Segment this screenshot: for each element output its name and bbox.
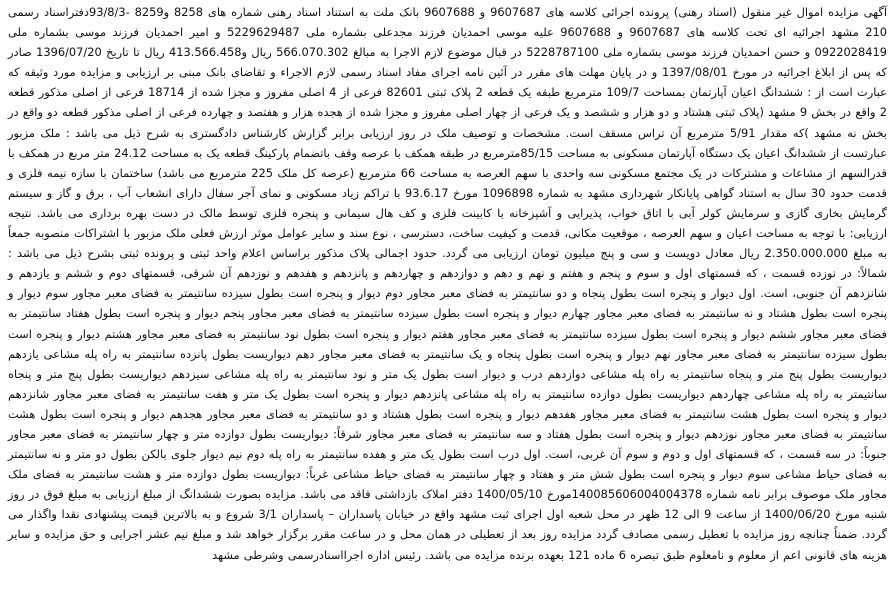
auction-notice-text: آگهی مزایده اموال غیر منقول (اسناد رهنی) پرونده اجرائی کلاسه های 9607687 و 9607688 بانک ملت به استناد اسناد رهنی شماره های 8258 و8259 -93/8/3دفتراسناد رسمی 210 مشهد اجرائیه ای تحت کلاسه های 9607687 و 9607688 علیه موسی احمدیان فرزند مجدعلی بشماره ملی 5229629487 و امیر احمدیان فرزند موسی بشماره ملی 0922028419 و حسن احمدیان فرزند موسی بشماره ملی 5228787100 در قبال موضوع لازم الاجرا به مبالغ 566.070.302 ریال و413.566.458 ریال تا تاریخ 1396/07/20 صادر که پس از ابلاغ اجرائیه در مورخ 1397/08/01 و در پایان مهلت های مقرر در آئین نامه اجرای مفاد اسناد رسمی لازم الاجراء و تقاضای بانک مبنی بر ارزیابی و مزایده مورد وثیقه که عبارت است از : ششدانگ اعیان آپارتمان بمساحت 109/7 مترمربع طبقه یک قطعه 2 پلاک ثبتی 82601 فرعی از 4 اصلی مفروز و مجزا شده از 18714 فرعی از اصلی مذکور قطعه 2 واقع در بخش 9 مشهد (پلاک ثبتی هشتاد و دو هزار و ششصد و یک فرعی از چهار اصلی مفروز و مجزا شده از هجده هزار و هفتصد و چهارده فرعی از اصلی مذکور قطعه دو واقع در بخش نه مشهد )که مقدار 5/91 مترمربع آن تراس مسقف است. مشخصات و توصیف ملک در روز ارزیابی برابر گزارش کارشناس دادگستری به شرح ذیل می باشد : ملک مزبور عبارتست از ششدانگ اعیان یک دستگاه آپارتمان مسکونی به مساحت 85/15مترمربع در طبقه همکف با عرصه وقف باتضمام پارکینگ قطعه یک به مساحت 24.12 متر مربع در همکف با قدرالسهم از مشاعات و مشترکات در یک مجتمع مسکونی سه واحدی با سهم العرصه به مساحت 66 مترمربع (عرصه کل ملک 225 مترمربع می باشد) ساختمان با سازه نیمه فلزی و قدمت حدود 30 سال به استناد گواهی پایانکار شهرداری مشهد به شماره 1096898 مورخ 93.6.17 با تراکم زیاد مسکونی و نمای آجر سفال دارای انشعاب آب ، برق و گاز و سیستم گرمایش بخاری گازی و سرمایش کولر آبی با اتاق خواب، پذیرایی و آشپزخانه با کابینت فلزی و کف هال سیمانی و پنجره فلزی توسط مالک در دست بهره برداری می باشد. نتیجه ارزیابی: با توجه به مساحت اعیان و سهم العرصه ، موقعیت مکانی، قدمت و کیفیت ساخت، دسترسی ، نوع سند و سایر عوامل موثر ارزش فعلی ملک مزبور با اشتراکات منصوبه جمعاً به مبلغ 2.350.000.000 ریال معادل دویست و سی و پنج میلیون تومان ارزیابی می گردد. حدود اجمالی پلاک مذکور براساس اعلام واحد ثبتی و پرونده ثبتی بشرح ذیل می باشد : شمالاً: در نوزده قسمت ، که قسمتهای اول و سوم و پنجم و هفتم و نهم و دهم و دوازدهم و چهاردهم و پانزدهم و هفدهم و نوزدهم آن شرقی، قسمتهای دوم و ششم و یازدهم و شانزدهم آن جنوبی، است. اول دیوار و پنجره است بطول پنجاه و دو سانتیمتر به فضای معبر مجاور دوم دیوار و پنجره است بطول سیزده سانتیمتر به فضای معبر مجاور سوم دیوار و پنجره است بطول هشتاد و نه سانتیمتر به فضای معبر مجاور چهارم دیوار و پنجره است بطول سیزده سانتیمتر به فضای معبر مجاور پنجم دیوار و پنجره است بطول هفتاد سانتیمتر به فضای معبر مجاور ششم دیوار و پنجره است بطول سیزده سانتیمتر به فضای معبر مجاور هفتم دیوار و پنجره است بطول نود سانتیمتر به فضای معبر مجاور هشتم دیوار و پنجره است بطول سیزده سانتیمتر به فضای معبر مجاور نهم دیوار و پنجره است بطول پنجاه و یک سانتیمتر به فضای معبر مجاور دهم دیواریست بطول پانزده سانتیمتر به راه پله مشاعی یازدهم دیواریست بطول پنج متر و پنجاه سانتیمتر به راه پله مشاعی دوازدهم درب و دیوار است بطول یک متر و نود سانتیمتر به راه پله مشاعی سیزدهم دیواریست بطول پنج متر و پنجاه سانتیمتر به راه پله مشاعی چهاردهم دیواریست بطول دوازده سانتیمتر به راه پله مشاعی پانزدهم دیوار و پنجره است بطول یک متر و هفت سانتیمتر به فضای معبر مجاور شانزدهم دیوار و پنجره است بطول هشت سانتیمتر به فضای معبر مجاور هفدهم دیوار و پنجره است بطول هشتاد و دو سانتیمتر به فضای معبر مجاور هجدهم دیوار و پنجره است بطول هشت سانتیمتر به فضای معبر مجاور نوزدهم دیوار و پنجره است بطول هفتاد و سه سانتیمتر به فضای معبر مجاور شرقاً: دیواریست بطول دوازده متر و چهار سانتیمتر به فضای معبر مجاور جنوباً: در سه قسمت ، که قسمتهای اول و دوم و سوم آن غربی، است. اول درب است بطول یک متر و هفده سانتیمتر به راه پله دوم نیم دیوار جلوی بالکن بطول دو متر و نه سانتیمتر به فضای حیاط مشاعی سوم دیوار و پنجره است بطول شش متر و هفتاد و چهار سانتیمتر به فضای حیاط مشاعی غرباً: دیواریست بطول دوازده متر و هشت سانتیمتر به فضای ملک مجاور ملک موصوف برابر نامه شماره 140085606004004378مورخ 1400/05/10 دفتر املاک بازداشتی فاقد می باشد. مزایده بصورت ششدانگ از مبلغ ارزیابی به مبلغ فوق در روز شنبه مورخ 1400/06/20 از ساعت 9 الی 12 ظهر در محل شعبه اول اجرای ثبت مشهد واقع در خیابان پاسداران – پاسداران 3/1 شروع و به بالاترین قیمت پیشنهادی نقدا واگذار می گردد. ضمناً چنانچه روز مزایده با تعطیل رسمی مصادف گردد مزایده روز بعد از تعطیلی در همان محل و در ساعت مقرر برگزار خواهد شد و مبلغ نیم عشر اجرایی و حق مزایده و سایر هزینه های قانونی اعم از معلوم و نامعلوم طبق تبصره 6 ماده 121 بعهده برنده مزایده می باشد. رئیس اداره اجرااسنادرسمی وشرطی مشهد (8, 5, 888, 562)
